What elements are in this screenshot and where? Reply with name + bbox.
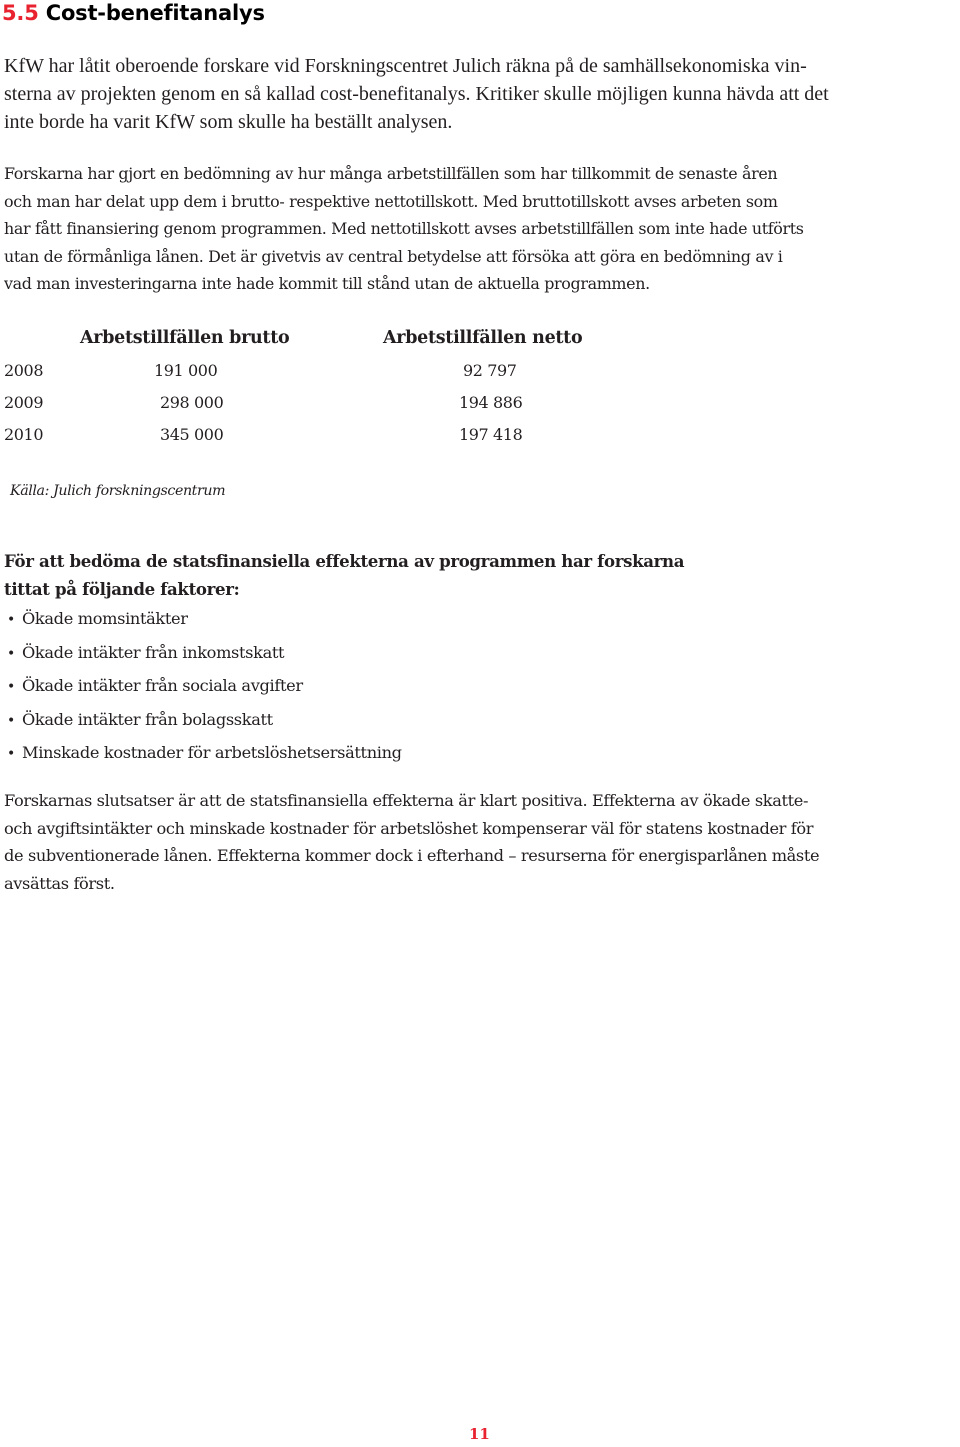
section-number: 5.5: [2, 1, 39, 25]
paragraph-line: har fått finansiering genom programmen. Med nettotillskott avses arbetstillfällen som inte hade utförts: [4, 219, 804, 239]
paragraph-line: Forskarnas slutsatser är att de statsfinansiella effekterna är klart positiva. Effekterna av ökade skatte-: [4, 791, 809, 810]
conclusion-paragraph: [4, 787, 960, 897]
bullet-icon: •: [7, 746, 15, 763]
heading-line: tittat på följande faktorer:: [4, 579, 240, 599]
paragraph-line: sterna av projekten genom en så kallad cost-benefitanalys. Kritiker skulle möjligen kunna hävda att det: [4, 83, 829, 105]
list-item-label: Minskade kostnader för arbetslöshetsersättning: [22, 743, 402, 763]
page-number: 11: [469, 1425, 490, 1443]
table-header-gross: Arbetstillfällen brutto: [80, 328, 290, 348]
bullet-icon: •: [7, 712, 15, 729]
paragraph-line: vad man investeringarna inte hade kommit till stånd utan de aktuella programmen.: [4, 274, 650, 294]
intro-paragraph: [4, 52, 960, 136]
bullet-icon: •: [7, 645, 15, 662]
list-item: [4, 704, 402, 738]
bullet-icon: •: [7, 612, 15, 628]
paragraph-line: avsättas först.: [4, 873, 115, 893]
paragraph-line: inte borde ha varit KfW som skulle ha beställt analysen.: [4, 111, 453, 133]
list-item: [4, 603, 402, 637]
table-cell-net: 197 418: [459, 425, 523, 444]
paragraph-line: utan de förmånliga lånen. Det är givetvis av central betydelse att försöka att göra en bedömning av i: [4, 246, 783, 266]
table-cell-gross: 191 000: [154, 361, 218, 380]
table-cell-year: 2010: [4, 425, 44, 444]
list-item: [4, 670, 402, 704]
paragraph-line: och avgiftsintäkter och minskade kostnader för arbetslöshet kompenserar väl för statens kostnader för: [4, 818, 814, 838]
table-cell-gross: 345 000: [160, 425, 224, 444]
table-source: Källa: Julich forskningscentrum: [10, 483, 226, 499]
list-item-label: Ökade intäkter från bolagsskatt: [22, 709, 273, 729]
paragraph-line: Forskarna har gjort en bedömning av hur många arbetstillfällen som har tillkommit de senaste åren: [4, 164, 778, 183]
list-item-label: Ökade intäkter från inkomstskatt: [22, 642, 285, 662]
table-cell-net: 92 797: [463, 361, 517, 380]
section-heading: [2, 0, 265, 26]
paragraph-line: och man har delat upp dem i brutto- respektive nettotillskott. Med bruttotillskott avses arbeten som: [4, 191, 778, 211]
table-cell-net: 194 886: [459, 393, 523, 412]
heading-line: För att bedöma de statsfinansiella effekterna av programmen har forskarna: [4, 551, 685, 571]
table-cell-gross: 298 000: [160, 393, 224, 412]
paragraph-line: de subventionerade lånen. Effekterna kommer dock i efterhand – resurserna för energisparlånen måste: [4, 846, 820, 866]
list-item-label: Ökade intäkter från sociala avgifter: [22, 676, 303, 696]
list-item: [4, 737, 402, 771]
method-paragraph: [4, 160, 960, 298]
table-cell-year: 2008: [4, 361, 44, 380]
list-item-label: Ökade momsintäkter: [22, 609, 188, 628]
factors-list: [4, 603, 402, 771]
bullet-icon: •: [7, 679, 15, 696]
section-title: Cost-benefitanalys: [45, 1, 265, 25]
table-header-net: Arbetstillfällen netto: [383, 328, 583, 348]
table-cell-year: 2009: [4, 393, 44, 412]
list-item: [4, 637, 402, 671]
factors-heading: [4, 547, 684, 603]
paragraph-line: KfW har låtit oberoende forskare vid Forskningscentret Julich räkna på de samhällsekonomiska vin-: [4, 55, 807, 77]
